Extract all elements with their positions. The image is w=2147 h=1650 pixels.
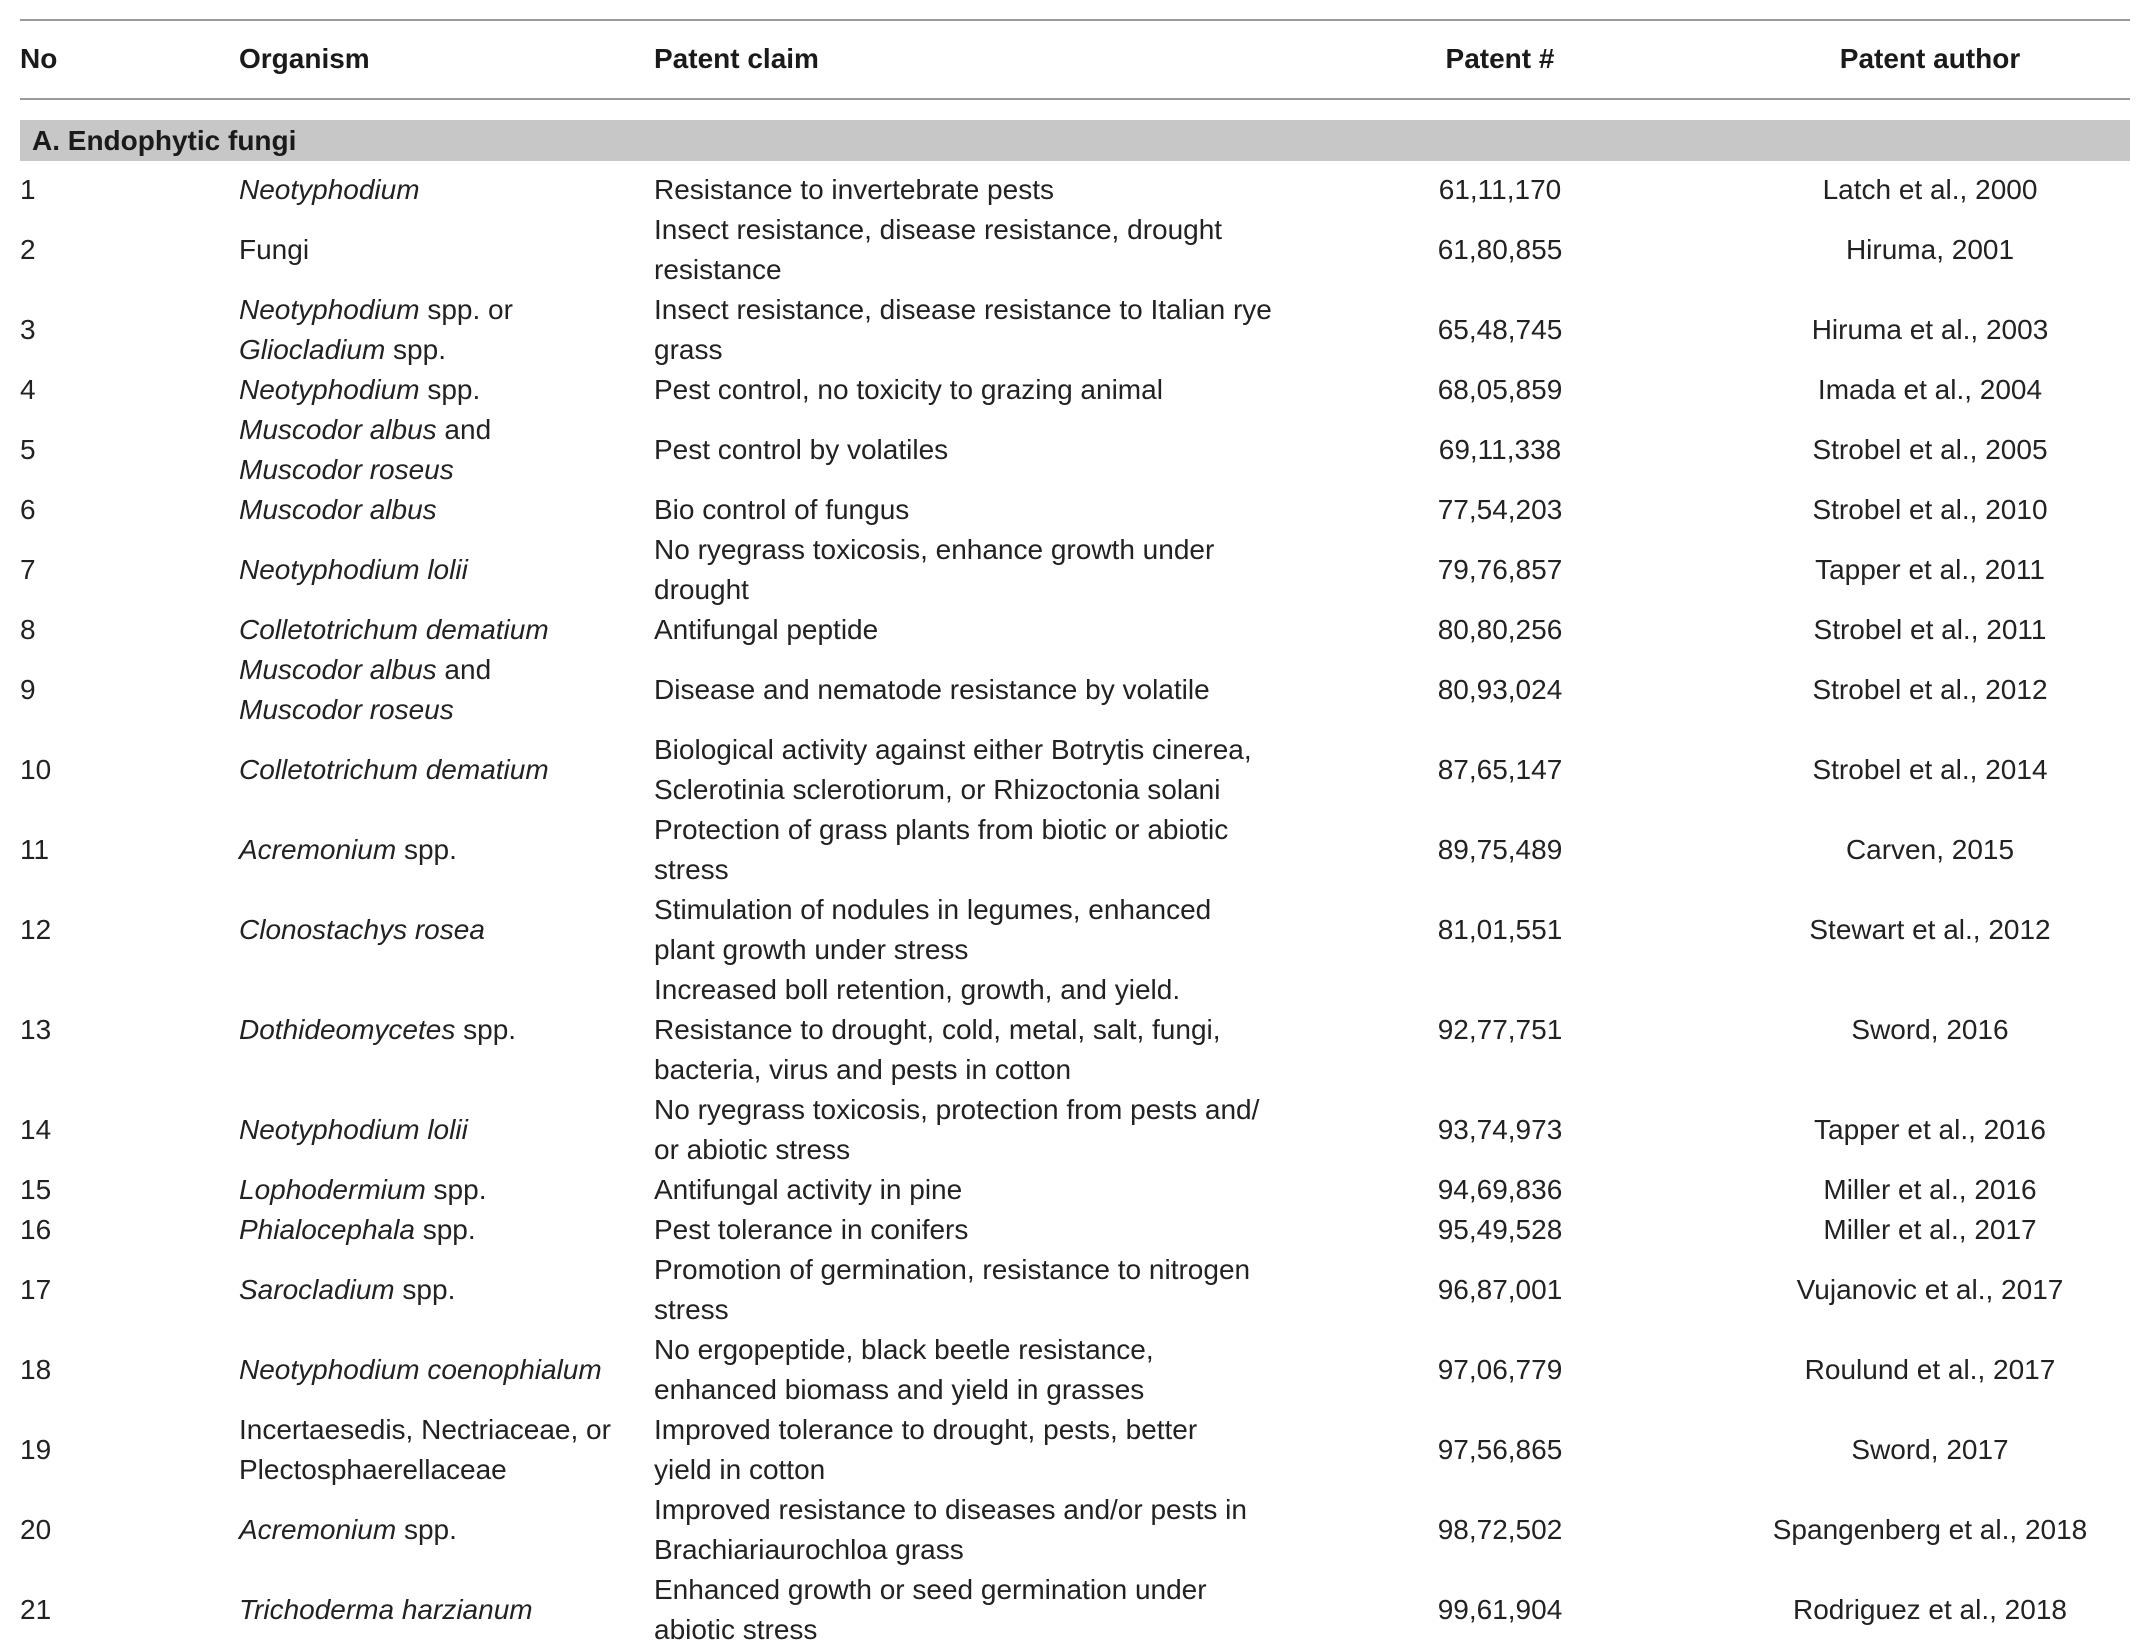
patent-number-text: 92,77,751 (1437, 1014, 1563, 1045)
patent-author-text: Tapper et al., 2011 (1815, 554, 2045, 585)
organism-plain-text: spp. or (419, 294, 513, 325)
row-number (20, 610, 200, 650)
organism-italic-text: Neotyphodium (239, 174, 420, 205)
patent-claim-line: or abiotic stress (654, 1134, 851, 1165)
patent-number-text: 65,48,745 (1437, 314, 1563, 345)
patent-claim-line: Improved tolerance to drought, pests, better (654, 1414, 1198, 1445)
patent-number-text: 61,80,855 (1437, 234, 1563, 265)
patent-claim-cell (654, 1570, 1304, 1650)
patent-number-text: 99,61,904 (1437, 1594, 1563, 1625)
header-patent-number: Patent # (1445, 43, 1555, 74)
organism-line (239, 650, 659, 690)
organism-italic-text: Acremonium (239, 834, 397, 865)
organism-line (239, 830, 659, 870)
patent-claim-line: Increased boll retention, growth, and yield. (654, 974, 1181, 1005)
patent-number-text: 96,87,001 (1437, 1274, 1563, 1305)
organism-line (239, 410, 659, 450)
organism-italic-text: Dothideomycetes (239, 1014, 456, 1045)
table-row (0, 1410, 2147, 1490)
patent-number-text: 61,11,170 (1438, 174, 1562, 205)
row-number (20, 410, 200, 490)
row-number (20, 370, 200, 410)
organism-cell (239, 1210, 659, 1250)
row-number-text: 20 (20, 1514, 52, 1545)
patent-author-cell (1740, 1490, 2120, 1570)
patent-claim-line: yield in cotton (654, 1454, 826, 1485)
patent-number-text: 93,74,973 (1437, 1114, 1563, 1145)
organism-cell (239, 650, 659, 730)
patent-author-text: Miller et al., 2017 (1823, 1214, 2037, 1245)
patent-number-text: 95,49,528 (1437, 1214, 1563, 1245)
patent-claim-line: abiotic stress (654, 1614, 818, 1645)
patent-claim-line: Pest control, no toxicity to grazing animal (654, 374, 1163, 405)
organism-cell (239, 730, 659, 810)
patent-author-text: Latch et al., 2000 (1822, 174, 2038, 205)
organism-italic-text: Neotyphodium lolii (239, 1114, 468, 1145)
organism-line (239, 1110, 659, 1150)
patent-claim-cell (654, 370, 1304, 410)
organism-italic-text: Colletotrichum dematium (239, 614, 549, 645)
organism-plain-text: spp. (396, 1514, 457, 1545)
organism-line (239, 1410, 659, 1450)
patent-number-text: 81,01,551 (1437, 914, 1563, 945)
row-number (20, 1170, 200, 1210)
patent-claim-line: Biological activity against either Botrytis cinerea, (654, 734, 1252, 765)
row-number-text: 3 (20, 314, 36, 345)
organism-italic-text: Neotyphodium (239, 374, 420, 405)
row-number-text: 16 (20, 1214, 52, 1245)
organism-cell (239, 1490, 659, 1570)
patent-author-cell (1740, 970, 2120, 1090)
patent-claim-cell (654, 970, 1304, 1090)
row-number (20, 1210, 200, 1250)
organism-cell (239, 1090, 659, 1170)
patent-number-text: 68,05,859 (1437, 374, 1563, 405)
patent-author-text: Sword, 2016 (1851, 1014, 2009, 1045)
patent-number-cell (1380, 170, 1620, 210)
patent-author-text: Roulund et al., 2017 (1804, 1354, 2056, 1385)
patent-author-cell (1740, 170, 2120, 210)
patent-number-cell (1380, 1410, 1620, 1490)
patent-claim-line: Protection of grass plants from biotic or abiotic (654, 814, 1229, 845)
patent-number-text: 97,56,865 (1437, 1434, 1563, 1465)
patent-claim-line: Insect resistance, disease resistance, drought (654, 214, 1223, 245)
patent-number-cell (1380, 610, 1620, 650)
patent-number-cell (1380, 1210, 1620, 1250)
organism-plain-text: Fungi (239, 234, 310, 265)
patent-author-cell (1740, 530, 2120, 610)
patent-number-cell (1380, 730, 1620, 810)
organism-line (239, 230, 659, 270)
table-row (0, 730, 2147, 810)
organism-italic-text: Lophodermium (239, 1174, 426, 1205)
patent-author-cell (1740, 1170, 2120, 1210)
patent-claim-cell (654, 1330, 1304, 1410)
organism-cell (239, 1170, 659, 1210)
organism-italic-text: Gliocladium (239, 334, 386, 365)
patent-claim-line: Resistance to drought, cold, metal, salt, fungi, (654, 1014, 1221, 1045)
table-row (0, 970, 2147, 1090)
patent-number-text: 97,06,779 (1437, 1354, 1563, 1385)
organism-line (239, 1170, 659, 1210)
organism-line (239, 330, 659, 370)
organism-italic-text: Clonostachys rosea (239, 914, 485, 945)
patent-number-cell (1380, 530, 1620, 610)
patent-number-cell (1380, 810, 1620, 890)
patent-author-cell (1740, 370, 2120, 410)
organism-italic-text: Sarocladium (239, 1274, 395, 1305)
row-number-text: 15 (20, 1174, 52, 1205)
patent-number-cell (1380, 970, 1620, 1090)
organism-line (239, 690, 659, 730)
patent-author-cell (1740, 610, 2120, 650)
header-no: No (20, 43, 58, 74)
row-number (20, 810, 200, 890)
patent-number-cell (1380, 1090, 1620, 1170)
patent-claim-line: stress (654, 854, 729, 885)
organism-line (239, 370, 659, 410)
organism-cell (239, 410, 659, 490)
patent-claim-line: Brachiariaurochloa grass (654, 1534, 964, 1565)
patent-number-cell (1380, 370, 1620, 410)
row-number (20, 890, 200, 970)
row-number (20, 170, 200, 210)
row-number (20, 530, 200, 610)
patent-author-text: Strobel et al., 2011 (1813, 614, 2047, 645)
row-number (20, 1330, 200, 1410)
patent-author-text: Tapper et al., 2016 (1814, 1114, 2046, 1145)
patent-claim-line: Stimulation of nodules in legumes, enhanced (654, 894, 1212, 925)
row-number (20, 1490, 200, 1570)
organism-italic-text: Muscodor roseus (239, 454, 454, 485)
patent-claim-line: Antifungal activity in pine (654, 1174, 963, 1205)
organism-line (239, 1210, 659, 1250)
patent-number-cell (1380, 410, 1620, 490)
table-row (0, 1490, 2147, 1570)
organism-italic-text: Muscodor albus (239, 414, 437, 445)
table-row (0, 650, 2147, 730)
row-number-text: 12 (20, 914, 52, 945)
patent-claim-cell (654, 650, 1304, 730)
patent-claim-line: grass (654, 334, 723, 365)
patent-number-cell (1380, 290, 1620, 370)
patent-claim-cell (654, 1170, 1304, 1210)
patent-author-cell (1740, 810, 2120, 890)
patent-number-cell (1380, 490, 1620, 530)
patent-author-text: Spangenberg et al., 2018 (1772, 1514, 2088, 1545)
patent-number-text: 80,93,024 (1437, 674, 1563, 705)
row-number-text: 13 (20, 1014, 52, 1045)
row-number-text: 17 (20, 1274, 52, 1305)
patent-claim-cell (654, 1210, 1304, 1250)
patent-author-text: Strobel et al., 2012 (1812, 674, 2048, 705)
table-row (0, 1250, 2147, 1330)
table-row (0, 210, 2147, 290)
patent-claim-line: No ryegrass toxicosis, enhance growth under (654, 534, 1215, 565)
patent-number-text: 80,80,256 (1437, 614, 1563, 645)
patent-author-cell (1740, 1570, 2120, 1650)
organism-italic-text: Acremonium (239, 1514, 397, 1545)
organism-plain-text: spp. (425, 1174, 487, 1205)
patent-author-text: Hiruma, 2001 (1845, 234, 2015, 265)
patent-number-cell (1380, 1570, 1620, 1650)
table-row (0, 530, 2147, 610)
organism-italic-text: Muscodor roseus (239, 694, 454, 725)
patent-claim-cell (654, 1490, 1304, 1570)
patent-author-cell (1740, 1090, 2120, 1170)
patent-author-text: Vujanovic et al., 2017 (1796, 1274, 2064, 1305)
organism-line (239, 1350, 659, 1390)
patent-author-cell (1740, 490, 2120, 530)
patent-number-cell (1380, 1250, 1620, 1330)
patent-author-cell (1740, 890, 2120, 970)
patent-claim-cell (654, 730, 1304, 810)
organism-cell (239, 1570, 659, 1650)
organism-line (239, 550, 659, 590)
patent-claim-line: resistance (654, 254, 782, 285)
organism-line (239, 490, 659, 530)
patent-claim-line: Antifungal peptide (654, 614, 879, 645)
organism-cell (239, 1330, 659, 1410)
organism-cell (239, 610, 659, 650)
patent-number-cell (1380, 1330, 1620, 1410)
organism-cell (239, 490, 659, 530)
patent-author-cell (1740, 1210, 2120, 1250)
patent-claim-cell (654, 890, 1304, 970)
patent-number-cell (1380, 1490, 1620, 1570)
patent-author-text: Carven, 2015 (1845, 834, 2015, 865)
organism-plain-text: spp. (396, 834, 457, 865)
table-row (0, 610, 2147, 650)
patent-claim-cell (654, 290, 1304, 370)
patent-claim-line: No ryegrass toxicosis, protection from pests and/ (654, 1094, 1260, 1125)
row-number-text: 7 (20, 554, 36, 585)
organism-italic-text: Trichoderma harzianum (239, 1594, 533, 1625)
patent-claim-cell (654, 610, 1304, 650)
organism-italic-text: Muscodor albus (239, 654, 437, 685)
patent-claim-line: stress (654, 1294, 729, 1325)
table-row (0, 1090, 2147, 1170)
patent-author-cell (1740, 290, 2120, 370)
organism-plain-text: Incertaesedis, Nectriaceae, or (239, 1414, 611, 1445)
organism-cell (239, 1250, 659, 1330)
patent-number-text: 87,65,147 (1437, 754, 1563, 785)
organism-cell (239, 530, 659, 610)
row-number-text: 2 (20, 234, 36, 265)
patent-claim-cell (654, 1250, 1304, 1330)
header-organism: Organism (239, 43, 370, 74)
organism-plain-text: and (436, 654, 492, 685)
organism-cell (239, 970, 659, 1090)
table-row (0, 1330, 2147, 1410)
table-row (0, 810, 2147, 890)
row-number (20, 650, 200, 730)
organism-cell (239, 290, 659, 370)
patent-number-text: 94,69,836 (1437, 1174, 1563, 1205)
section-title: A. Endophytic fungi (32, 125, 297, 156)
organism-cell (239, 170, 659, 210)
organism-italic-text: Neotyphodium (239, 294, 420, 325)
patent-claim-cell (654, 210, 1304, 290)
row-number-text: 21 (20, 1594, 52, 1625)
organism-line (239, 610, 659, 650)
organism-line (239, 1450, 659, 1490)
patent-number-text: 69,11,338 (1438, 434, 1562, 465)
organism-italic-text: Muscodor albus (239, 494, 437, 525)
patent-author-cell (1740, 1330, 2120, 1410)
patent-claim-line: Promotion of germination, resistance to nitrogen (654, 1254, 1251, 1285)
patent-author-text: Hiruma et al., 2003 (1811, 314, 2049, 345)
organism-cell (239, 370, 659, 410)
row-number (20, 1090, 200, 1170)
row-number (20, 210, 200, 290)
patent-author-text: Imada et al., 2004 (1817, 374, 2043, 405)
organism-italic-text: Neotyphodium lolii (239, 554, 468, 585)
patent-author-text: Stewart et al., 2012 (1809, 914, 2051, 945)
row-number (20, 1410, 200, 1490)
patent-claim-line: Improved resistance to diseases and/or pests in (654, 1494, 1247, 1525)
patent-author-text: Rodriguez et al., 2018 (1793, 1594, 2067, 1625)
patent-claim-line: Pest tolerance in conifers (654, 1214, 969, 1245)
patent-claim-line: bacteria, virus and pests in cotton (654, 1054, 1072, 1085)
row-number-text: 19 (20, 1434, 52, 1465)
row-number-text: 8 (20, 614, 36, 645)
patent-author-text: Strobel et al., 2005 (1812, 434, 2048, 465)
row-number-text: 11 (20, 834, 50, 865)
organism-line (239, 910, 659, 950)
table-row (0, 890, 2147, 970)
organism-plain-text: spp. (394, 1274, 456, 1305)
patent-number-cell (1380, 890, 1620, 970)
row-number-text: 18 (20, 1354, 52, 1385)
row-number (20, 490, 200, 530)
patent-claim-cell (654, 1090, 1304, 1170)
table-row (0, 170, 2147, 210)
organism-line (239, 450, 659, 490)
row-number (20, 1570, 200, 1650)
patent-author-cell (1740, 410, 2120, 490)
row-number-text: 1 (20, 174, 36, 205)
organism-cell (239, 210, 659, 290)
patent-author-text: Strobel et al., 2010 (1812, 494, 2048, 525)
patent-claim-cell (654, 810, 1304, 890)
row-number (20, 970, 200, 1090)
organism-plain-text: spp. (414, 1214, 476, 1245)
organism-italic-text: Neotyphodium coenophialum (239, 1354, 602, 1385)
patent-number-cell (1380, 650, 1620, 730)
patent-author-cell (1740, 730, 2120, 810)
organism-cell (239, 890, 659, 970)
organism-cell (239, 810, 659, 890)
header-patent-author: Patent author (1839, 43, 2021, 74)
patent-author-cell (1740, 650, 2120, 730)
patent-author-text: Strobel et al., 2014 (1812, 754, 2048, 785)
organism-line (239, 750, 659, 790)
patent-claim-line: Disease and nematode resistance by volatile (654, 674, 1210, 705)
patent-claim-line: drought (654, 574, 749, 605)
row-number-text: 10 (20, 754, 52, 785)
organism-italic-text: Colletotrichum dematium (239, 754, 549, 785)
patent-claim-line: Bio control of fungus (654, 494, 910, 525)
patent-number-text: 79,76,857 (1437, 554, 1563, 585)
organism-italic-text: Phialocephala (239, 1214, 415, 1245)
organism-line (239, 1270, 659, 1310)
patent-claim-line: No ergopeptide, black beetle resistance, (654, 1334, 1154, 1365)
organism-line (239, 1010, 659, 1050)
organism-plain-text: spp. (385, 334, 446, 365)
organism-line (239, 170, 659, 210)
patent-claim-cell (654, 410, 1304, 490)
table-row (0, 370, 2147, 410)
patent-claim-line: Enhanced growth or seed germination under (654, 1574, 1207, 1605)
organism-plain-text: and (436, 414, 492, 445)
patent-author-text: Sword, 2017 (1851, 1434, 2009, 1465)
row-number-text: 6 (20, 494, 36, 525)
row-number-text: 4 (20, 374, 36, 405)
table-row (0, 1210, 2147, 1250)
row-number-text: 5 (20, 434, 36, 465)
row-number (20, 730, 200, 810)
patent-number-cell (1380, 1170, 1620, 1210)
patent-claim-cell (654, 530, 1304, 610)
patent-author-cell (1740, 210, 2120, 290)
patent-claim-line: Insect resistance, disease resistance to Italian rye (654, 294, 1272, 325)
organism-plain-text: Plectosphaerellaceae (239, 1454, 507, 1485)
table-row (0, 1170, 2147, 1210)
patent-claim-line: Pest control by volatiles (654, 434, 949, 465)
row-number (20, 1250, 200, 1330)
row-number (20, 290, 200, 370)
row-number-text: 9 (20, 674, 36, 705)
organism-line (239, 1510, 659, 1550)
organism-plain-text: spp. (455, 1014, 517, 1045)
patent-claim-cell (654, 490, 1304, 530)
patent-claim-line: Sclerotinia sclerotiorum, or Rhizoctonia solani (654, 774, 1221, 805)
table-row (0, 410, 2147, 490)
organism-line (239, 290, 659, 330)
header-patent-claim: Patent claim (654, 43, 819, 74)
patent-author-cell (1740, 1250, 2120, 1330)
patent-author-text: Miller et al., 2016 (1823, 1174, 2037, 1205)
patent-number-cell (1380, 210, 1620, 290)
table-row (0, 290, 2147, 370)
table-row (0, 490, 2147, 530)
patent-claim-cell (654, 1410, 1304, 1490)
organism-line (239, 1590, 659, 1630)
row-number-text: 14 (20, 1114, 52, 1145)
organism-cell (239, 1410, 659, 1490)
patent-claim-line: Resistance to invertebrate pests (654, 174, 1054, 205)
patent-number-text: 98,72,502 (1437, 1514, 1563, 1545)
patent-claim-line: enhanced biomass and yield in grasses (654, 1374, 1145, 1405)
patent-number-text: 89,75,489 (1437, 834, 1563, 865)
patent-claim-cell (654, 170, 1304, 210)
patent-claim-line: plant growth under stress (654, 934, 969, 965)
patent-author-cell (1740, 1410, 2120, 1490)
table-row (0, 1570, 2147, 1650)
patent-number-text: 77,54,203 (1437, 494, 1563, 525)
organism-plain-text: spp. (419, 374, 481, 405)
